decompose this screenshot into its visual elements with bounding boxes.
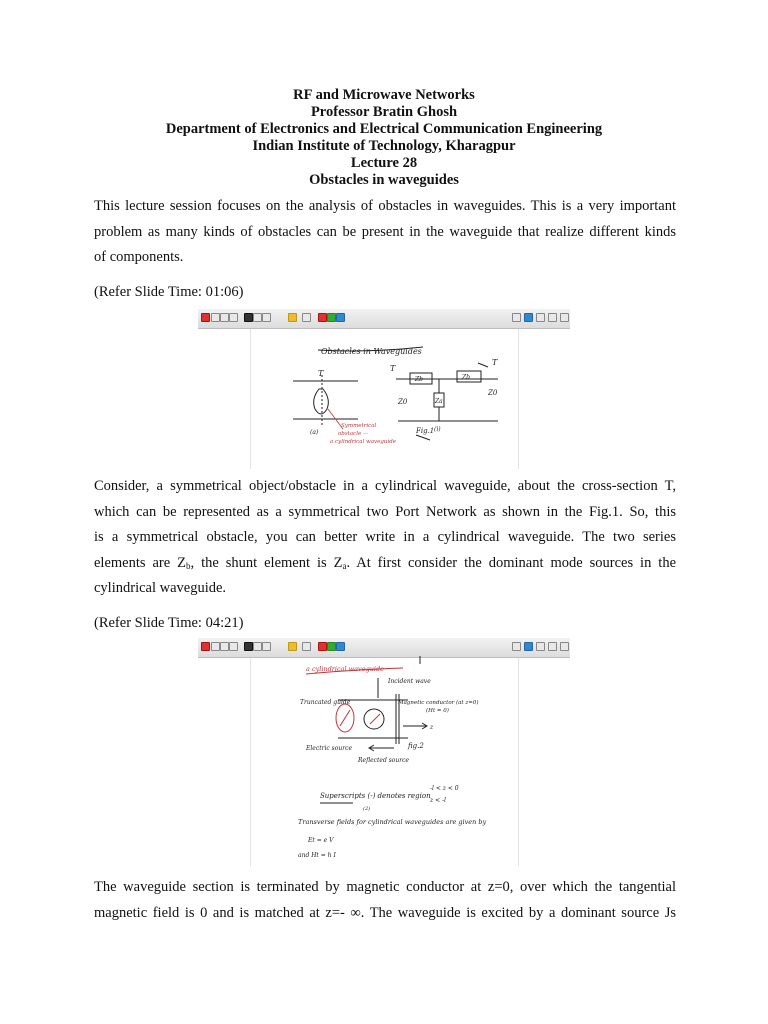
termination-line: magnetic field is 0 and is matched at z=- ∞. The waveguide is excited by a dominant source Js [94,904,676,921]
slide-1-label: Zb [462,374,471,381]
slide-2-label: fig.2 [408,742,424,750]
slide-1-title: Obstacles in Waveguides [321,347,422,356]
slide-1-label: T [318,369,324,378]
refer-slide-time-2: (Refer Slide Time: 04:21) [94,615,244,631]
document-header [0,87,768,189]
slide-1-label: Z0 [398,398,408,406]
slide-2-label: Reflected source [358,757,410,764]
institute-name: Indian Institute of Technology, Kharagpur [252,138,516,154]
slide-screenshot-2 [198,638,570,866]
intro-paragraph [94,194,676,271]
text-run: elements are Z [94,554,186,571]
obstacle-line: Consider, a symmetrical object/obstacle in a cylindrical waveguide, about the cross-section T, [94,478,676,494]
obstacle-paragraph [94,474,676,602]
slide-2-label: z < -l [430,797,446,804]
slide-1-label: Z0 [488,389,498,397]
subscript: a [342,560,347,571]
slide-screenshot-1 [198,309,570,469]
department-name: Department of Electronics and Electrical Communication Engineering [165,121,603,137]
slide-1-label: T [492,358,498,367]
slide-1-label: Fig.1 [416,427,435,435]
obstacle-line [94,551,676,577]
intro-line: of components. [94,249,184,265]
slide-2-label: Incident wave [388,678,431,685]
obstacle-line: is a symmetrical obstacle, you can better write in a cylindrical waveguide. The two series [94,529,676,545]
slide-1-note: Symmetrical [341,423,377,429]
slide-2-label: (Ht = 0) [426,708,449,714]
slide-1-drawing [198,309,570,469]
intro-line: This lecture session focuses on the analysis of obstacles in waveguides. This is a very important [94,198,676,214]
lecture-number: Lecture 28 [350,155,418,171]
slide-2-label: Electric source [306,745,353,752]
termination-line: The waveguide section is terminated by magnetic conductor at z=0, over which the tangential [94,879,676,895]
slide-2-label: (2) [363,806,371,812]
slide-2-note: a cylindrical waveguide [306,665,384,673]
professor-name: Professor Bratin Ghosh [310,104,458,120]
obstacle-line: cylindrical waveguide. [94,580,227,596]
slide-2-label: Transverse fields for cylindrical waveguides are given by [298,818,487,826]
slide-2-drawing [198,638,570,866]
slide-1-label: (i) [434,426,441,433]
text-run: . At first consider the dominant mode sources in the [346,554,677,571]
text-run: , the shunt element is Z [190,554,343,571]
course-title: RF and Microwave Networks [293,87,475,103]
subscript: b [186,560,191,571]
slide-2-label: Superscripts (-) denotes region [320,792,431,800]
termination-paragraph [94,875,676,926]
slide-1-label: Za [435,398,443,405]
intro-line: problem as many kinds of obstacles can be present in the waveguide that realize different kinds [94,223,676,240]
slide-1-label: (a) [310,429,319,436]
slide-1-label: Zb [415,376,424,383]
obstacle-line: which can be represented as a symmetrical two Port Network as shown in the Fig.1. So, this [94,503,676,520]
slide-2-label: Et = e V [308,837,334,844]
slide-2-label: and Ht = h I [298,852,336,859]
slide-1-label: T [390,364,396,373]
slide-2-label: Magnetic conductor (at z=0) [398,700,479,706]
slide-2-label: -l < z < 0 [430,785,459,792]
slide-2-label: z [430,724,434,731]
refer-slide-time-1: (Refer Slide Time: 01:06) [94,284,244,300]
slide-1-note: obstacle — [338,431,369,437]
slide-2-label: Truncated guide [300,699,351,706]
slide-1-note: a cylindrical waveguide [330,439,396,445]
lecture-topic: Obstacles in waveguides [309,172,459,188]
